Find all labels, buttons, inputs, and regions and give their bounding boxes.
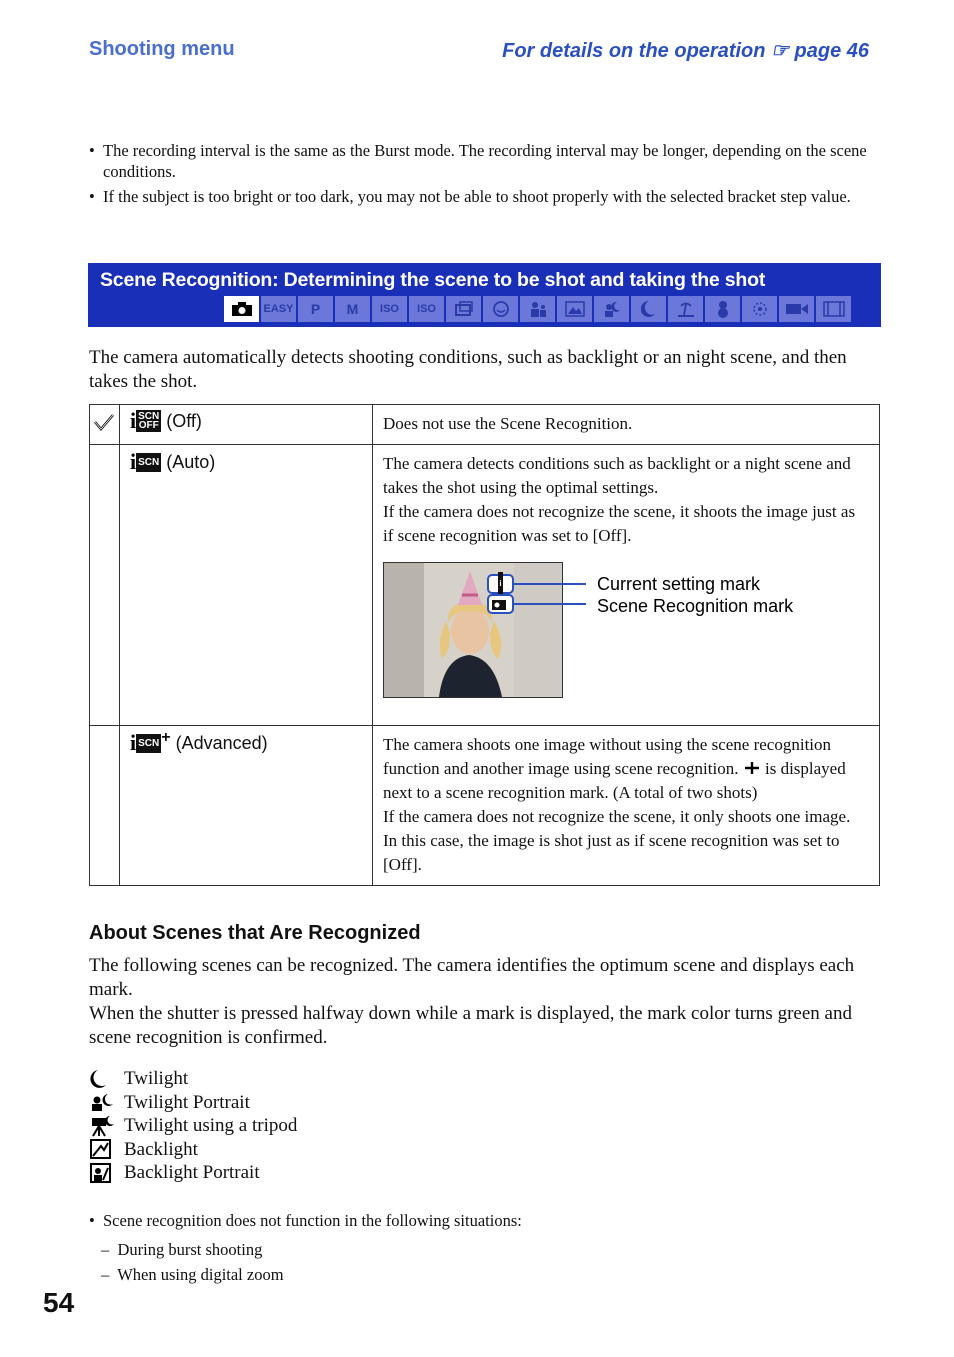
- iso-plus-mode-icon: ISO: [409, 296, 444, 322]
- easy-mode-icon: EASY: [261, 296, 296, 322]
- film-icon: [816, 296, 851, 322]
- default-cell: [90, 405, 120, 445]
- option-description: If the camera does not recognize the scene, it only shoots one image.: [383, 807, 851, 826]
- camera-icon: [224, 296, 259, 322]
- table-row: [90, 726, 880, 886]
- program-mode-icon: P: [298, 296, 333, 322]
- twilight-icon: [631, 296, 666, 322]
- section-banner: [88, 263, 881, 327]
- option-label: (Advanced): [175, 732, 268, 753]
- callout-lines: [383, 562, 613, 622]
- option-description: Does not use the Scene Recognition.: [373, 405, 880, 445]
- option-label: (Off): [166, 410, 202, 431]
- option-description: The camera detects conditions such as backlight or a night scene and takes the shot using the optimal settings.: [383, 454, 851, 497]
- frames-icon: [446, 296, 481, 322]
- note-item: • Scene recognition does not function in the following situations:: [89, 1208, 879, 1233]
- snow-icon: [705, 296, 740, 322]
- section-header: Shooting menu: [89, 38, 235, 60]
- about-paragraphs: [89, 954, 879, 1050]
- bullet-item: • The recording interval is the same as the Burst mode. The recording interval may be longer, depending on the scene conditions.: [89, 140, 879, 182]
- backlight-icon: [89, 1138, 124, 1161]
- intro-paragraph: The camera automatically detects shooting conditions, such as backlight or an night scene, and then takes the shot.: [89, 347, 847, 392]
- callout-scene-recognition: Scene Recognition mark: [597, 596, 794, 616]
- mode-icon-strip: [224, 296, 851, 322]
- iscn-plus-icon: i SCN +: [130, 729, 171, 755]
- page-number: 54: [43, 1287, 75, 1318]
- option-description: In this case, the image is shot just as if scene recognition was set to [Off].: [383, 831, 840, 874]
- options-table: [89, 404, 880, 886]
- option-description: is displayed next to a scene recognition mark. (A total of two shots): [383, 759, 846, 802]
- smile-icon: [483, 296, 518, 322]
- page-reference: For details on the operation ☞ page 46: [502, 40, 869, 62]
- scene-label: Twilight: [124, 1068, 189, 1089]
- manual-mode-icon: M: [335, 296, 370, 322]
- movie-icon: [779, 296, 814, 322]
- twilight-portrait-icon: [89, 1091, 124, 1114]
- option-off: [120, 405, 372, 432]
- screen-example-diagram: [383, 562, 869, 717]
- option-description: The camera shoots one image without using the scene recognition function and another image using scene recognition.: [383, 735, 832, 778]
- subnote-item: – When using digital zoom: [101, 1265, 284, 1284]
- section-title: Scene Recognition: Determining the scene to be shot and taking the shot: [100, 269, 766, 291]
- list-item: [89, 1138, 297, 1162]
- current-setting-mark-icon: i: [487, 574, 514, 594]
- option-auto: [120, 445, 372, 473]
- default-check-icon: [90, 405, 119, 439]
- scene-list: [89, 1067, 297, 1185]
- twilight-portrait-icon: [594, 296, 629, 322]
- option-label: (Auto): [166, 451, 216, 472]
- about-heading: About Scenes that Are Recognized: [89, 922, 421, 944]
- twilight-icon: [89, 1067, 124, 1090]
- top-bullet-list: [89, 140, 879, 211]
- list-item: [89, 1114, 297, 1138]
- option-advanced: [120, 726, 372, 754]
- tripod-icon: [89, 1114, 124, 1137]
- list-item: [89, 1067, 297, 1091]
- scene-label: Backlight: [124, 1138, 198, 1160]
- notes: [89, 1208, 879, 1287]
- table-row: [90, 445, 880, 726]
- option-description: If the camera does not recognize the scene, it shoots the image just as if scene recognition was set to [Off].: [383, 502, 856, 545]
- scene-label: Twilight using a tripod: [124, 1115, 298, 1136]
- scene-label: Twilight Portrait: [124, 1091, 250, 1113]
- portrait-icon: [520, 296, 555, 322]
- iscn-off-icon: i SCN OFF: [130, 408, 160, 433]
- beach-icon: [668, 296, 703, 322]
- iso-mode-icon: ISO: [372, 296, 407, 322]
- backlight-portrait-icon: [89, 1161, 124, 1184]
- iscn-icon: i SCN: [130, 449, 160, 474]
- list-item: [89, 1091, 297, 1115]
- table-row: [90, 405, 880, 445]
- subnote-text: When using digital zoom: [117, 1265, 284, 1284]
- list-item: [89, 1161, 297, 1185]
- subnote-item: – During burst shooting: [101, 1240, 263, 1259]
- subnote-text: During burst shooting: [117, 1240, 263, 1259]
- plus-icon: [743, 761, 761, 775]
- bullet-item: • If the subject is too bright or too dark, you may not be able to shoot properly with the selected bracket step value.: [89, 186, 879, 207]
- about-paragraph: When the shutter is pressed halfway down while a mark is displayed, the mark color turns green and scene recognition is confirmed.: [89, 1003, 852, 1048]
- landscape-icon: [557, 296, 592, 322]
- callout-current-setting: Current setting mark: [597, 574, 761, 594]
- about-paragraph: The following scenes can be recognized. The camera identifies the optimum scene and displays each mark.: [89, 955, 855, 1000]
- scene-label: Backlight Portrait: [124, 1162, 260, 1183]
- fireworks-icon: [742, 296, 777, 322]
